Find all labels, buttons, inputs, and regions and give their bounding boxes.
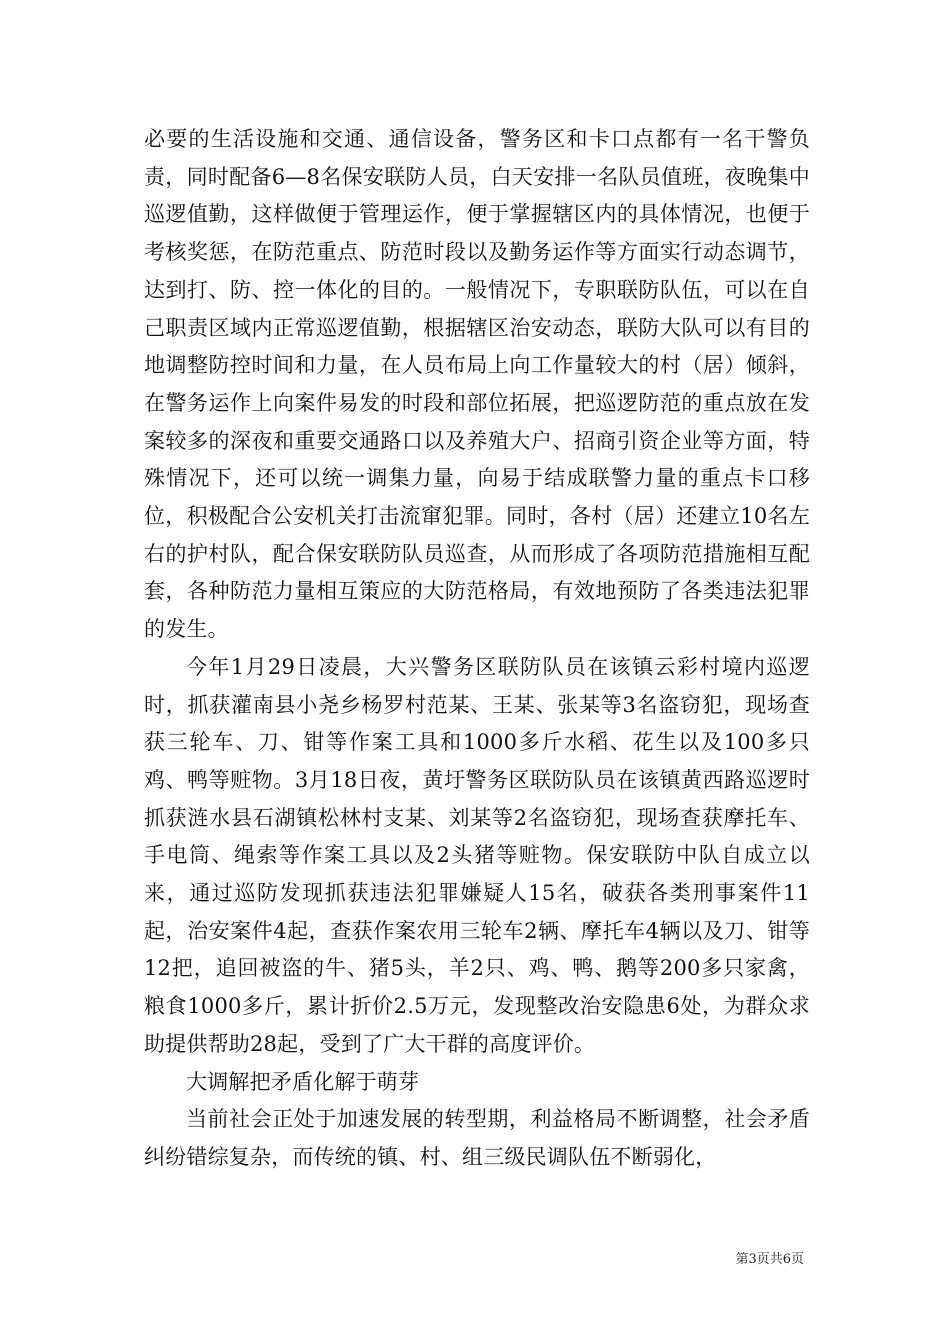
section-heading: 大调解把矛盾化解于萌芽 — [186, 1069, 420, 1094]
paragraph-2: 今年1月29日凌晨，大兴警务区联防队员在该镇云彩村境内巡逻时，抓获灌南县小尧乡杨罗村范某、王某、张某等3名盗窃犯，现场查获三轮车、刀、钳等作案工具和1000多斤水稻、花生以及100多只鸡、鸭等赃物。3月18日夜，黄圩警务区联防队员在该镇黄西路巡逻时抓获涟水县石湖镇松林村支某、刘某等2名盗窃犯，现场查获摩托车、手电筒、绳索等作案工具以及2头猪等赃物。保安联防中队自成立以来，通过巡防发现抓获违法犯罪嫌疑人15名，破获各类刑事案件11起，治安案件4起，查获作案农用三轮车2辆、摩托车4辆以及刀、钳等12把，追回被盗的牛、猪5头，羊2只、鸡、鸭、鹅等200多只家禽，粮食1000多斤，累计折价2.5万元，发现整改治安隐患6处，为群众求助提供帮助28起，受到了广大干群的高度评价。 — [144, 654, 810, 1056]
paragraph-1: 必要的生活设施和交通、通信设备，警务区和卡口点都有一名干警负责，同时配备6—8名保安联防人员，白天安排一名队员值班，夜晚集中巡逻值勤，这样做便于管理运作，便于掌握辖区内的具体情况，也便于考核奖惩，在防范重点、防范时段以及勤务运作等方面实行动态调节，达到打、防、控一体化的目的。一般情况下，专职联防队伍，可以在自己职责区域内正常巡逻值勤，根据辖区治安动态，联防大队可以有目的地调整防控时间和力量，在人员布局上向工作量较大的村（居）倾斜，在警务运作上向案件易发的时段和部位拓展，把巡逻防范的重点放在发案较多的深夜和重要交通路口以及养殖大户、招商引资企业等方面，特殊情况下，还可以统一调集力量，向易于结成联警力量的重点卡口移位，积极配合公安机关打击流窜犯罪。同时，各村（居）还建立10名左右的护村队，配合保安联防队员巡查，从而形成了各项防范措施相互配套，各种防范力量相互策应的大防范格局，有效地预防了各类违法犯罪的发生。 — [144, 127, 810, 642]
paragraph-3: 当前社会正处于加速发展的转型期，利益格局不断调整，社会矛盾纠纷错综复杂，而传统的镇、村、组三级民调队伍不断弱化， — [144, 1107, 810, 1169]
page-number: 第3页共6页 — [735, 1252, 804, 1267]
document-body — [144, 121, 810, 1177]
